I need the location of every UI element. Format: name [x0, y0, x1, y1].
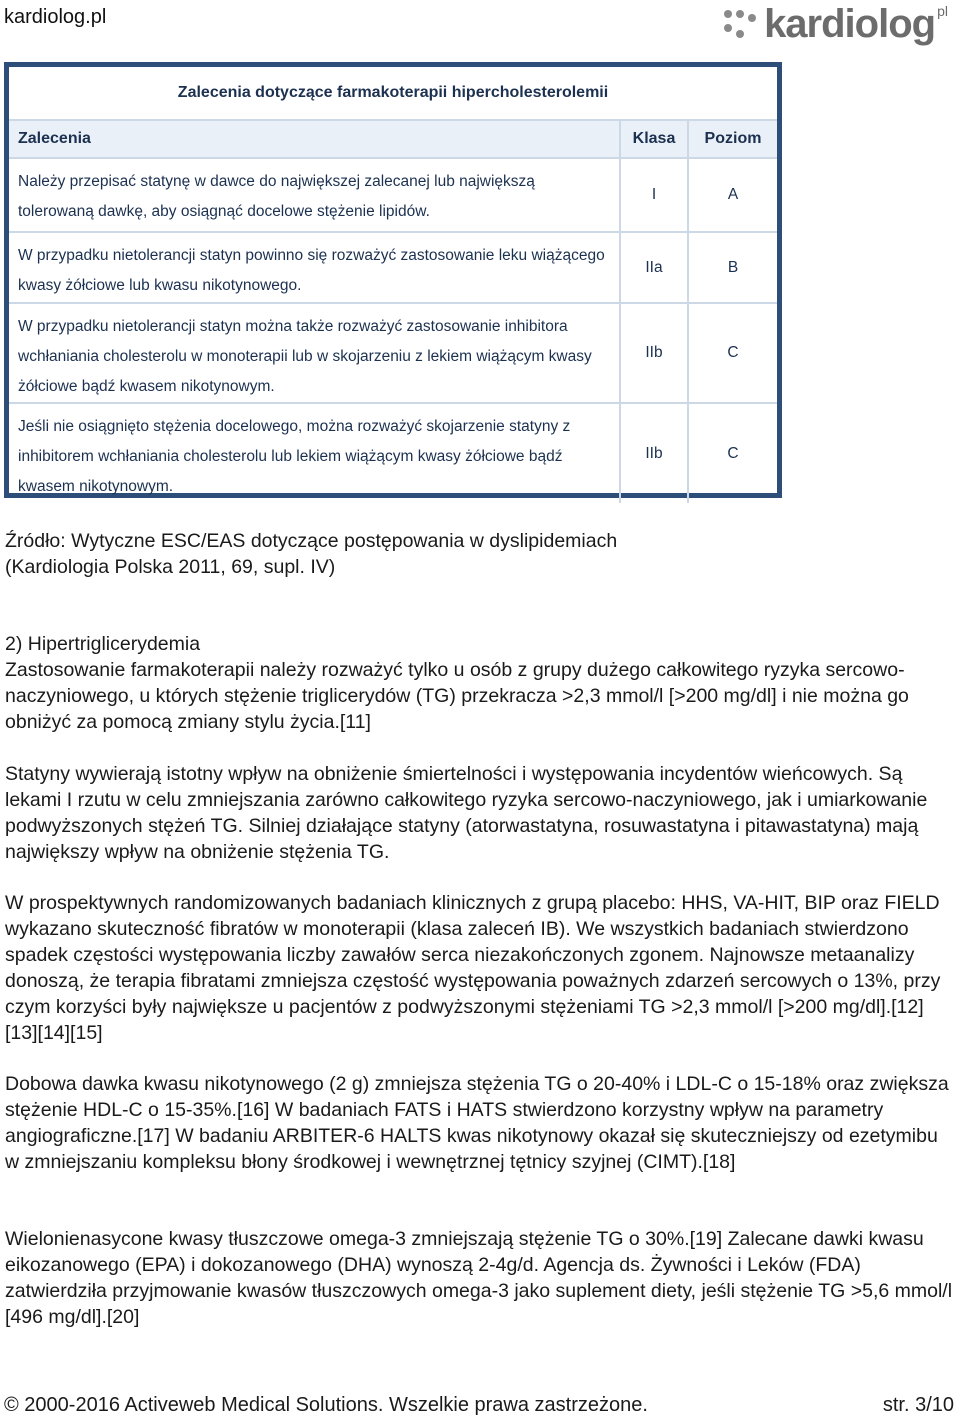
- paragraph-block: [5, 1071, 953, 1175]
- paragraph: Wielonienasycone kwasy tłuszczowe omega-3 zmniejszają stężenie TG o 30%.[19] Zalecane dawki kwasu eikozanowego (EPA) i dokozanowego (DHA) wynoszą 2-4g/d. Agencja ds. Żywności i Leków (FDA) zatwierdziła przyjmowanie kwasów tłuszczowych omega-3 jako suplement diety, jeśli stężenie TG >5,6 mmol/l [496 mg/dl].[20]: [5, 1228, 953, 1328]
- row-recommendation: W przypadku nietolerancji statyn powinno się rozważyć zastosowanie leku wiążącego kwasy żółciowe lub kwasu nikotynowego.: [9, 233, 621, 302]
- paragraph: Zastosowanie farmakoterapii należy rozważyć tylko u osób z grupy dużego całkowitego ryzyka sercowo-naczyniowego, u których stężenie triglicerydów (TG) przekracza >2,3 mmol/l [>200 mg/dl] i nie można go obniżyć za pomocą zmiany stylu życia.[11]: [5, 659, 909, 733]
- kardiolog-logo: [722, 2, 952, 47]
- row-level: C: [727, 344, 739, 361]
- row-recommendation: Jeśli nie osiągnięto stężenia docelowego, można rozważyć skojarzenie statyny z inhibitorem wchłaniania cholesterolu lub lekiem wiążącym kwasy żółciowe bądź kwasem nikotynowym.: [9, 404, 621, 503]
- table-row: [9, 159, 777, 233]
- source-text: Źródło: Wytyczne ESC/EAS dotyczące postępowania w dyslipidemiach (Kardiologia Polska 2011, 69, supl. IV): [5, 530, 618, 578]
- paragraph: Statyny wywierają istotny wpływ na obniżenie śmiertelności i występowania incydentów wieńcowych. Są lekami I rzutu w celu zmniejszania zarówno całkowitego ryzyka sercowo-naczyniowego, jak i umiarkowanie podwyższonych stężeń TG. Silniej działające statyny (atorwastatyna, rosuwastatyna i pitawastatyna) mają największy wpływ na obniżenie stężenia TG.: [5, 763, 928, 863]
- table-row: [9, 404, 777, 503]
- table-row: [9, 233, 777, 304]
- source-note: [5, 528, 953, 580]
- site-name: kardiolog.pl: [4, 6, 107, 28]
- logo-suffix: pl: [937, 2, 948, 19]
- row-class: IIb: [621, 304, 689, 402]
- row-recommendation: Należy przepisać statynę w dawce do największej zalecanej lub największą tolerowaną dawkę, aby osiągnąć docelowe stężenie lipidów.: [9, 159, 621, 231]
- paragraph-block: [5, 761, 953, 865]
- copyright-text: © 2000-2016 Activeweb Medical Solutions. Wszelkie prawa zastrzeżone.: [4, 1394, 648, 1416]
- row-level: A: [727, 186, 739, 203]
- paragraph-block: [5, 1226, 953, 1330]
- column-header-zalecenia: Zalecenia: [9, 121, 621, 157]
- paragraph: W prospektywnych randomizowanych badaniach klinicznych z grupą placebo: HHS, VA-HIT, BIP oraz FIELD wykazano skuteczność fibratów w monoterapii (klasa zaleceń IB). We wszystkich badaniach stwierdzono spadek częstości występowania liczby zawałów serca niezakończonych zgonem. Najnowsze metaanalizy donoszą, że terapia fibratami zmniejsza częstość występowania poważnych zdarzeń sercowych o 13%, przy czym korzyści były największe u pacjentów z podwyższonymi stężeniami TG >2,3 mmol/l [>200 mg/dl].[12][13][14][15]: [5, 892, 941, 1044]
- table-row: [9, 304, 777, 404]
- table-title: Zalecenia dotyczące farmakoterapii hipercholesterolemii: [9, 67, 777, 121]
- table-header-row: [9, 121, 777, 159]
- page-number: str. 3/10: [882, 1394, 954, 1416]
- row-level: C: [727, 444, 739, 462]
- section-heading: 2) Hipertriglicerydemia: [5, 633, 201, 655]
- row-recommendation: W przypadku nietolerancji statyn można także rozważyć zastosowanie inhibitora wchłaniania cholesterolu w monoterapii lub w skojarzeniu z lekiem wiążącym kwasy żółciowe bądź kwasem nikotynowym.: [9, 304, 621, 402]
- row-class: IIa: [621, 233, 689, 302]
- row-level: B: [727, 258, 739, 276]
- logo-dots-icon: [722, 8, 758, 42]
- column-header-klasa: Klasa: [621, 121, 689, 157]
- paragraph-block: [5, 890, 953, 1046]
- row-class: IIb: [621, 404, 689, 503]
- section-hipertriglicerydemia: [5, 631, 953, 735]
- recommendations-table: [4, 62, 782, 498]
- column-header-poziom: Poziom: [704, 130, 762, 147]
- paragraph: Dobowa dawka kwasu nikotynowego (2 g) zmniejsza stężenia TG o 20-40% i LDL-C o 15-18% oraz zwiększa stężenie HDL-C o 15-35%.[16] W badaniach FATS i HATS stwierdzono korzystny wpływ na parametry angiograficzne.[17] W badaniu ARBITER-6 HALTS kwas nikotynowy okazał się skuteczniejszy od ezetymibu w zmniejszaniu kompleksu błony środkowej i wewnętrznej tętnicy szyjnej (CIMT).[18]: [5, 1073, 949, 1173]
- row-class: I: [621, 159, 689, 231]
- logo-wordmark: kardiolog: [764, 2, 936, 46]
- page-footer: [4, 1394, 954, 1417]
